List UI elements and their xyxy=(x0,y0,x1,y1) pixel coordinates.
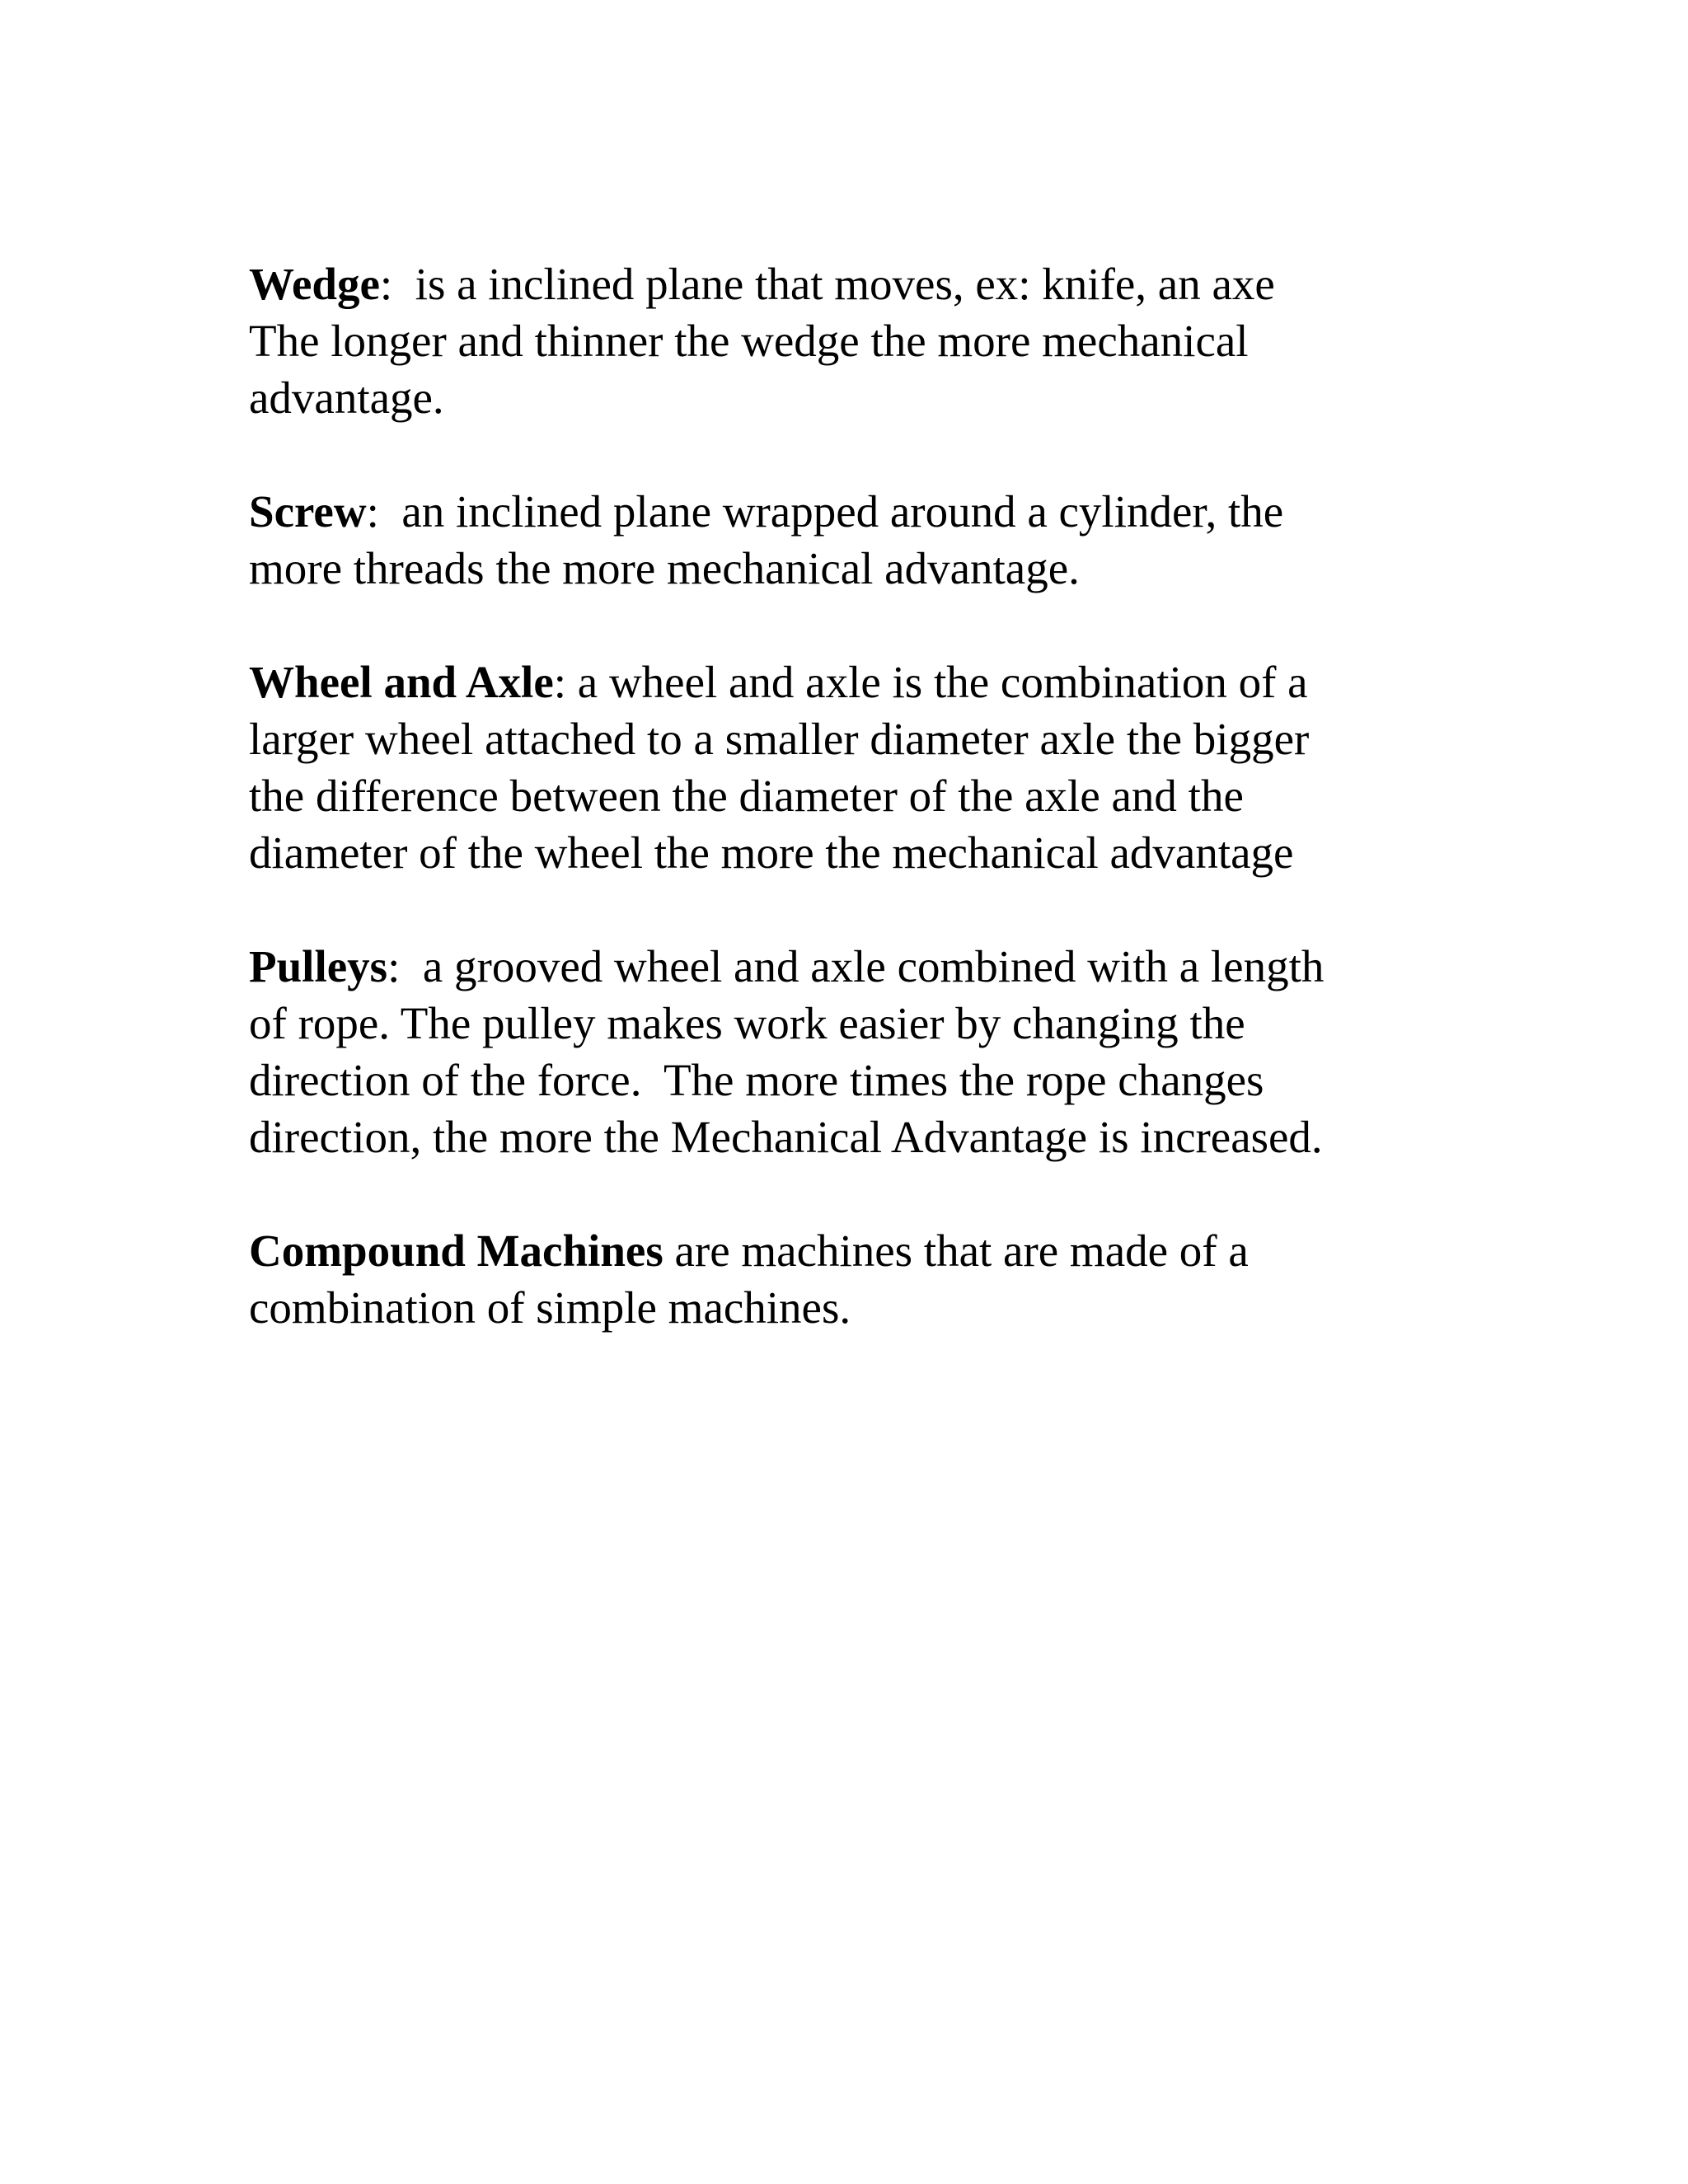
pulleys-line-2: of rope. The pulley makes work easier by changing the xyxy=(249,998,1245,1048)
pulleys-line-4: direction, the more the Mechanical Advantage is increased. xyxy=(249,1112,1323,1162)
wheel-axle-line-2: larger wheel attached to a smaller diameter axle the bigger xyxy=(249,714,1310,764)
wheel-axle-term: Wheel and Axle xyxy=(249,657,554,707)
compound-line-1 xyxy=(249,1222,1485,1279)
wedge-line-1 xyxy=(249,255,1485,312)
screw-paragraph xyxy=(249,483,1485,597)
pulleys-line-1 xyxy=(249,938,1485,995)
compound-line-2: combination of simple machines. xyxy=(249,1282,851,1333)
pulleys-line-3: direction of the force. The more times the rope changes xyxy=(249,1055,1264,1105)
screw-line-1 xyxy=(249,483,1485,540)
wedge-line-3: advantage. xyxy=(249,373,444,423)
wheel-axle-paragraph xyxy=(249,654,1485,881)
wheel-axle-line-1 xyxy=(249,654,1485,710)
wedge-definition-start: : is a inclined plane that moves, ex: knife, an axe xyxy=(379,259,1275,309)
wedge-line-2: The longer and thinner the wedge the more mechanical xyxy=(249,316,1249,366)
pulleys-term: Pulleys xyxy=(249,941,388,991)
compound-term: Compound Machines xyxy=(249,1226,663,1276)
wheel-axle-definition-start: : a wheel and axle is the combination of a xyxy=(553,657,1308,707)
wedge-term: Wedge xyxy=(249,259,380,309)
pulleys-paragraph xyxy=(249,938,1485,1165)
screw-line-2: more threads the more mechanical advantage. xyxy=(249,543,1080,593)
compound-paragraph xyxy=(249,1222,1485,1336)
compound-definition-start: are machines that are made of a xyxy=(663,1226,1249,1276)
wedge-paragraph xyxy=(249,255,1485,426)
screw-definition-start: : an inclined plane wrapped around a cylinder, the xyxy=(366,486,1284,537)
wheel-axle-line-3: the difference between the diameter of the axle and the xyxy=(249,771,1244,821)
wheel-axle-line-4: diameter of the wheel the more the mechanical advantage xyxy=(249,827,1294,878)
screw-term: Screw xyxy=(249,486,367,537)
pulleys-definition-start: : a grooved wheel and axle combined with a length xyxy=(387,941,1325,991)
document-body xyxy=(249,255,1485,1393)
